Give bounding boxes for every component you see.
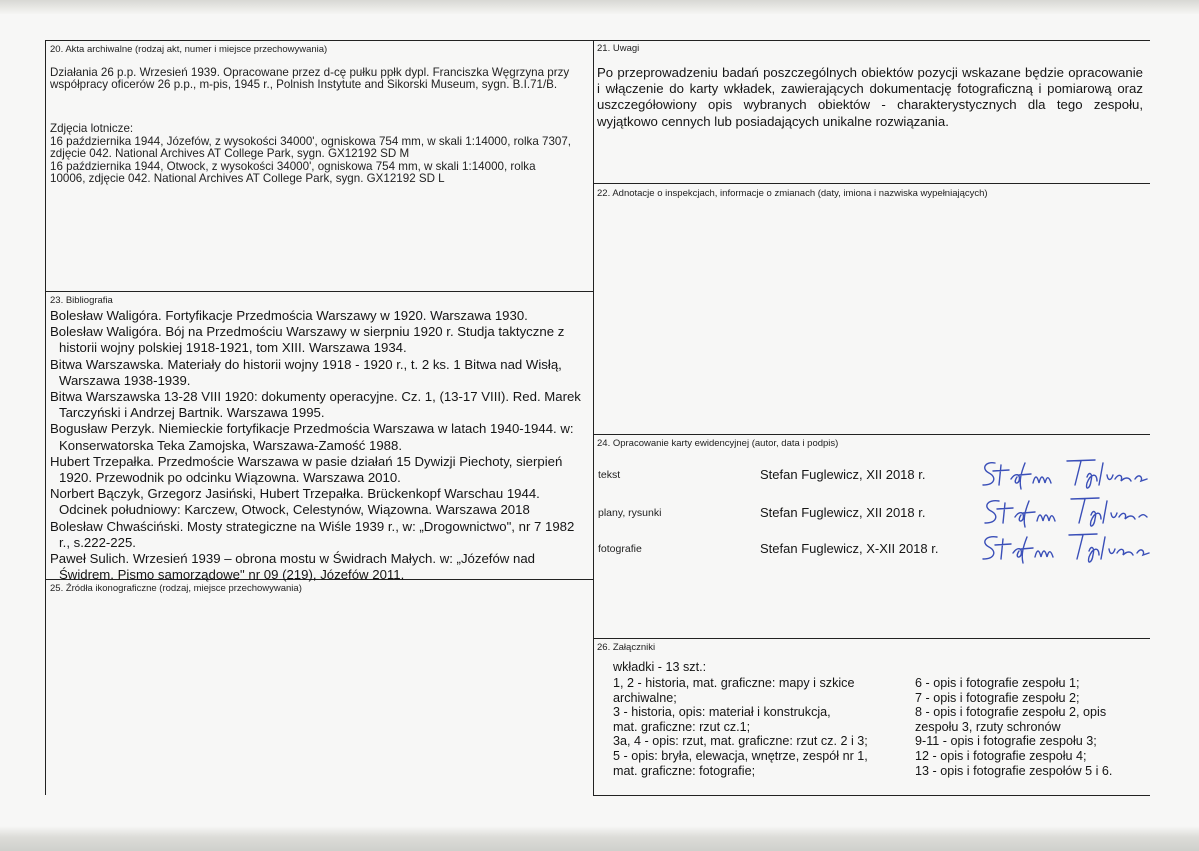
attachment-line: 8 - opis i fotografie zespołu 2, opis xyxy=(915,705,1107,720)
signature-image xyxy=(975,493,1150,531)
section-25-label: 25. Źródła ikonograficzne (rodzaj, miejsce przechowywania) xyxy=(50,583,302,594)
bibliography-item: Paweł Sulich. Wrzesień 1939 – obrona mostu w Świdrach Małych. w: „Józefów nad Świdrem. Pismo samorządowe" nr 09 (219), Józefów 2011. xyxy=(50,551,535,583)
bibliography-item: Bolesław Chwaściński. Mosty strategiczne na Wiśle 1939 r., w: „Drogownictwo", nr 7 1982 r., s.222-225. xyxy=(50,518,575,550)
section-20-photo-1: 16 października 1944, Józefów, z wysokości 34000', ogniskowa 754 mm, w skali 1:14000, rolka 7307, zdjęcie 042. National Archives AT College Park, sygn. GX12192 SD M xyxy=(50,135,572,161)
attachments-left-list xyxy=(613,676,913,778)
attachment-line: 13 - opis i fotografie zespołów 5 i 6. xyxy=(915,763,1113,778)
rule-22-24 xyxy=(593,434,1150,435)
attachment-line: 1, 2 - historia, mat. graficzne: mapy i szkice xyxy=(613,676,855,690)
attachment-line: archiwalne; xyxy=(613,690,677,705)
section-20-archive-text: Działania 26 p.p. Wrzesień 1939. Opracowane przez d-cę pułku ppłk dypl. Franciszka Węgrzyna przy współpracy oficerów 26 p.p., m-pis, 1945 r., Polnish Instytute and Sikorski Museum, sygn. B.I.71/B. xyxy=(50,66,570,92)
attachment-line: mat. graficzne: fotografie; xyxy=(613,763,756,778)
author-row-value: Stefan Fuglewicz, XII 2018 r. xyxy=(760,505,926,520)
section-20-photo-2: 16 października 1944, Otwock, z wysokości 34000', ogniskowa 754 mm, w skali 1:14000, rolka 10006, zdjęcie 042. National Archives AT College Park, sygn. GX12192 SD L xyxy=(50,160,536,186)
rule-bottom-right xyxy=(593,795,1150,796)
attachment-line: 7 - opis i fotografie zespołu 2; xyxy=(915,690,1080,705)
bibliography-item: Norbert Bączyk, Grzegorz Jasiński, Hubert Trzepałka. Brückenkopf Warschau 1944. Odcinek południowy: Karczew, Otwock, Celestynów, Wiązowna. Warszawa 2018 xyxy=(50,486,540,518)
signature-image xyxy=(975,529,1150,567)
author-row-value: Stefan Fuglewicz, X-XII 2018 r. xyxy=(760,541,939,556)
author-row-text xyxy=(595,461,1150,491)
bibliography-item: Bolesław Waligóra. Fortyfikacje Przedmościa Warszawy w 1920. Warszawa 1930. xyxy=(50,308,528,323)
attachment-line: 3 - historia, opis: materiał i konstrukcja, xyxy=(613,705,831,720)
bibliography-item: Bitwa Warszawska. Materiały do historii wojny 1918 - 1920 r., t. 2 ks. 1 Bitwa nad Wisłą, Warszawa 1938-1939. xyxy=(50,356,562,388)
attachment-line: 5 - opis: bryła, elewacja, wnętrze, zespół nr 1, xyxy=(613,748,868,763)
section-26-label: 26. Załączniki xyxy=(597,642,656,653)
signature-image xyxy=(975,455,1150,493)
column-divider xyxy=(593,41,594,795)
author-row-plans xyxy=(595,499,1150,529)
section-23-label: 23. Bibliografia xyxy=(50,295,113,306)
section-20-label: 20. Akta archiwalne (rodzaj akt, numer i miejsce przechowywania) xyxy=(50,44,328,55)
scan-edge-top xyxy=(0,0,1199,14)
attachments-right-list xyxy=(915,676,1147,778)
section-21-label: 21. Uwagi xyxy=(597,43,640,54)
attachment-line: mat. graficzne: rzut cz.1; xyxy=(613,719,751,734)
attachments-head: wkładki - 13 szt.: xyxy=(613,660,707,674)
attachment-line: 3a, 4 - opis: rzut, mat. graficzne: rzut cz. 2 i 3; xyxy=(613,734,868,749)
bibliography-item: Bolesław Waligóra. Bój na Przedmościu Warszawy w sierpniu 1920 r. Studja taktyczne z historii wojny polskiej 1918-1921, tom XIII. Warszawa 1934. xyxy=(50,324,565,356)
author-row-key: plany, rysunki xyxy=(598,507,662,519)
attachment-line: 12 - opis i fotografie zespołu 4; xyxy=(915,748,1087,763)
section-24-label: 24. Opracowanie karty ewidencyjnej (autor, data i podpis) xyxy=(597,438,839,449)
record-card-form xyxy=(45,40,1150,795)
section-21-notes: Po przeprowadzeniu badań poszczególnych obiektów pozycji wskazane będzie opracowanie i włączenie do karty wkładek, zawierających dokumentację fotograficzną i pomiarową oraz uszczegółowiony opis wybranych obiektów - charakterystycznych dla tego zespołu, wyjątkowo cennych lub posiadających unikalne rozwiązania. xyxy=(597,65,1143,129)
attachment-line: 6 - opis i fotografie zespołu 1; xyxy=(915,676,1080,690)
attachment-line: 9-11 - opis i fotografie zespołu 3; xyxy=(915,734,1097,749)
left-border xyxy=(45,41,46,795)
attachment-line: zespołu 3, rzuty schronów xyxy=(915,719,1061,734)
scan-edge-bottom xyxy=(0,826,1199,851)
bibliography-item: Bitwa Warszawska 13-28 VIII 1920: dokumenty operacyjne. Cz. 1, (13-17 VIII). Red. Marek Tarczyński i Andrzej Bartnik. Warszawa 1995. xyxy=(50,389,581,421)
bibliography-item: Bogusław Perzyk. Niemieckie fortyfikacje Przedmościa Warszawa w latach 1940-1944. w: Konserwatorska Teka Zamojska, Warszawa-Zamość 1988. xyxy=(50,421,574,453)
bibliography-item: Hubert Trzepałka. Przedmoście Warszawa w pasie działań 15 Dywizji Piechoty, sierpień 1920. Przewodnik po odcinku Wiązowna. Warszawa 2010. xyxy=(50,453,563,486)
author-row-value: Stefan Fuglewicz, XII 2018 r. xyxy=(760,467,926,482)
bibliography-list xyxy=(50,308,588,583)
author-row-key: tekst xyxy=(598,469,621,481)
author-row-photos xyxy=(595,535,1150,565)
rule-24-26 xyxy=(593,638,1150,639)
rule-21-22 xyxy=(593,183,1150,184)
section-22-label: 22. Adnotacje o inspekcjach, informacje o zmianach (daty, imiona i nazwiska wypełniających) xyxy=(597,188,988,199)
author-row-key: fotografie xyxy=(598,543,642,555)
rule-20-23 xyxy=(45,291,593,292)
section-20-photos-title: Zdjęcia lotnicze: xyxy=(50,122,134,135)
